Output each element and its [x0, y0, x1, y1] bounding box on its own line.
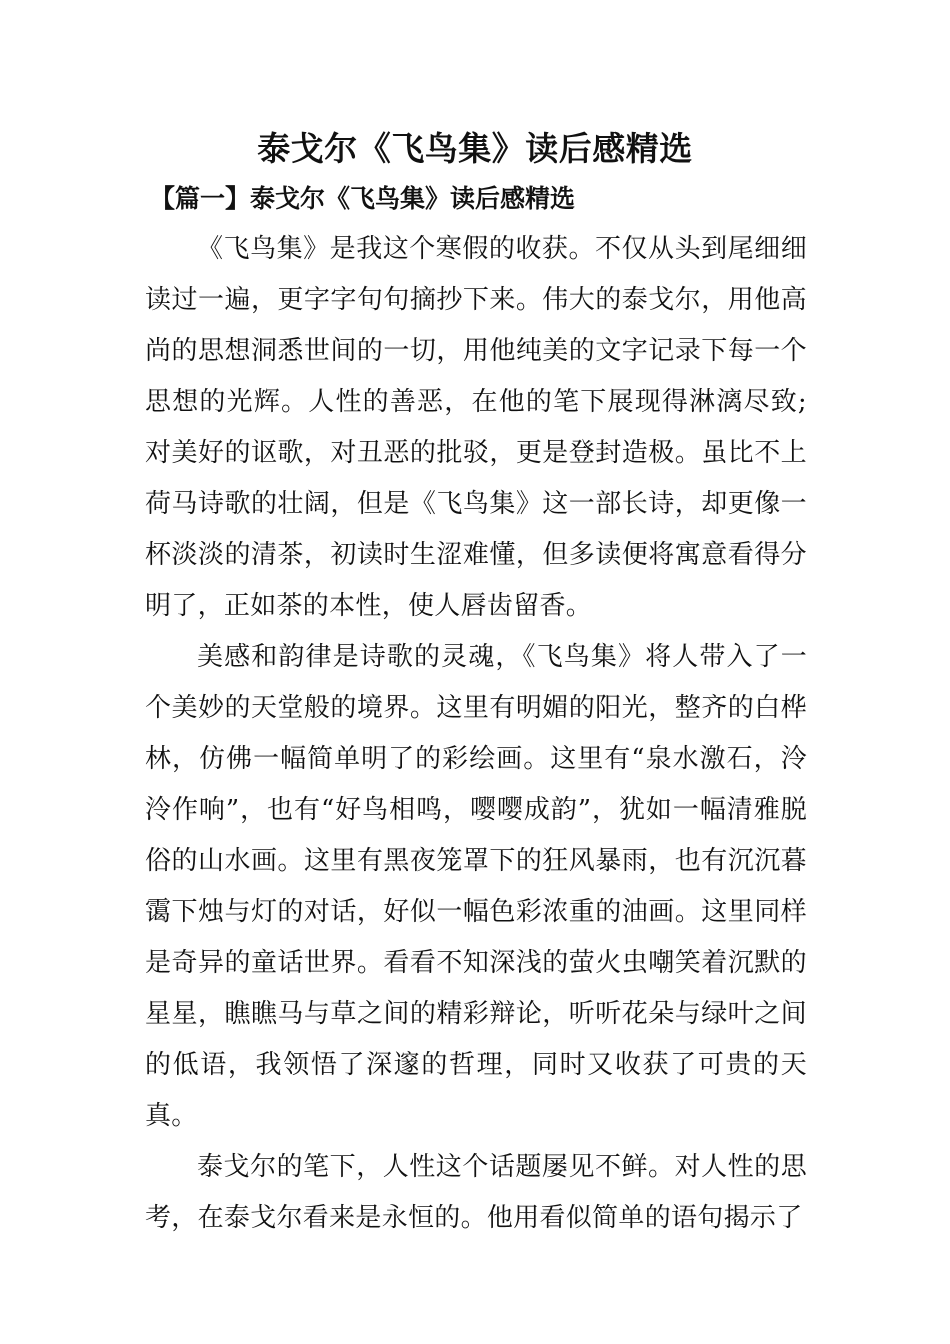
section-heading: 【篇一】泰戈尔《飞鸟集》读后感精选	[150, 184, 576, 213]
document-body	[145, 224, 807, 1244]
paragraph-2: 美感和韵律是诗歌的灵魂，《飞鸟集》将人带入了一个美妙的天堂般的境界。这里有明媚的阳光，整齐的白桦林，仿佛一幅简单明了的彩绘画。这里有“泉水激石，泠泠作响”，也有“好鸟相鸣，嘤嘤成韵”，犹如一幅清雅脱俗的山水画。这里有黑夜笼罩下的狂风暴雨，也有沉沉暮霭下烛与灯的对话，好似一幅色彩浓重的油画。这里同样是奇异的童话世界。看看不知深浅的萤火虫嘲笑着沉默的星星，瞧瞧马与草之间的精彩辩论，听听花朵与绿叶之间的低语，我领悟了深邃的哲理，同时又收获了可贵的天真。	[145, 642, 807, 1131]
document-title: 泰戈尔《飞鸟集》读后感精选	[257, 129, 693, 168]
paragraph-3: 泰戈尔的笔下，人性这个话题屡见不鲜。对人性的思考，在泰戈尔看来是永恒的。他用看似简单的语句揭示了	[145, 1152, 807, 1233]
paragraph-1: 《飞鸟集》是我这个寒假的收获。不仅从头到尾细细读过一遍，更字字句句摘抄下来。伟大的泰戈尔，用他高尚的思想洞悉世间的一切，用他纯美的文字记录下每一个思想的光辉。人性的善恶，在他的笔下展现得淋漓尽致;对美好的讴歌，对丑恶的批驳，更是登封造极。虽比不上荷马诗歌的壮阔，但是《飞鸟集》这一部长诗，却更像一杯淡淡的清茶，初读时生涩难懂，但多读便将寓意看得分明了，正如茶的本性，使人唇齿留香。	[145, 234, 807, 621]
